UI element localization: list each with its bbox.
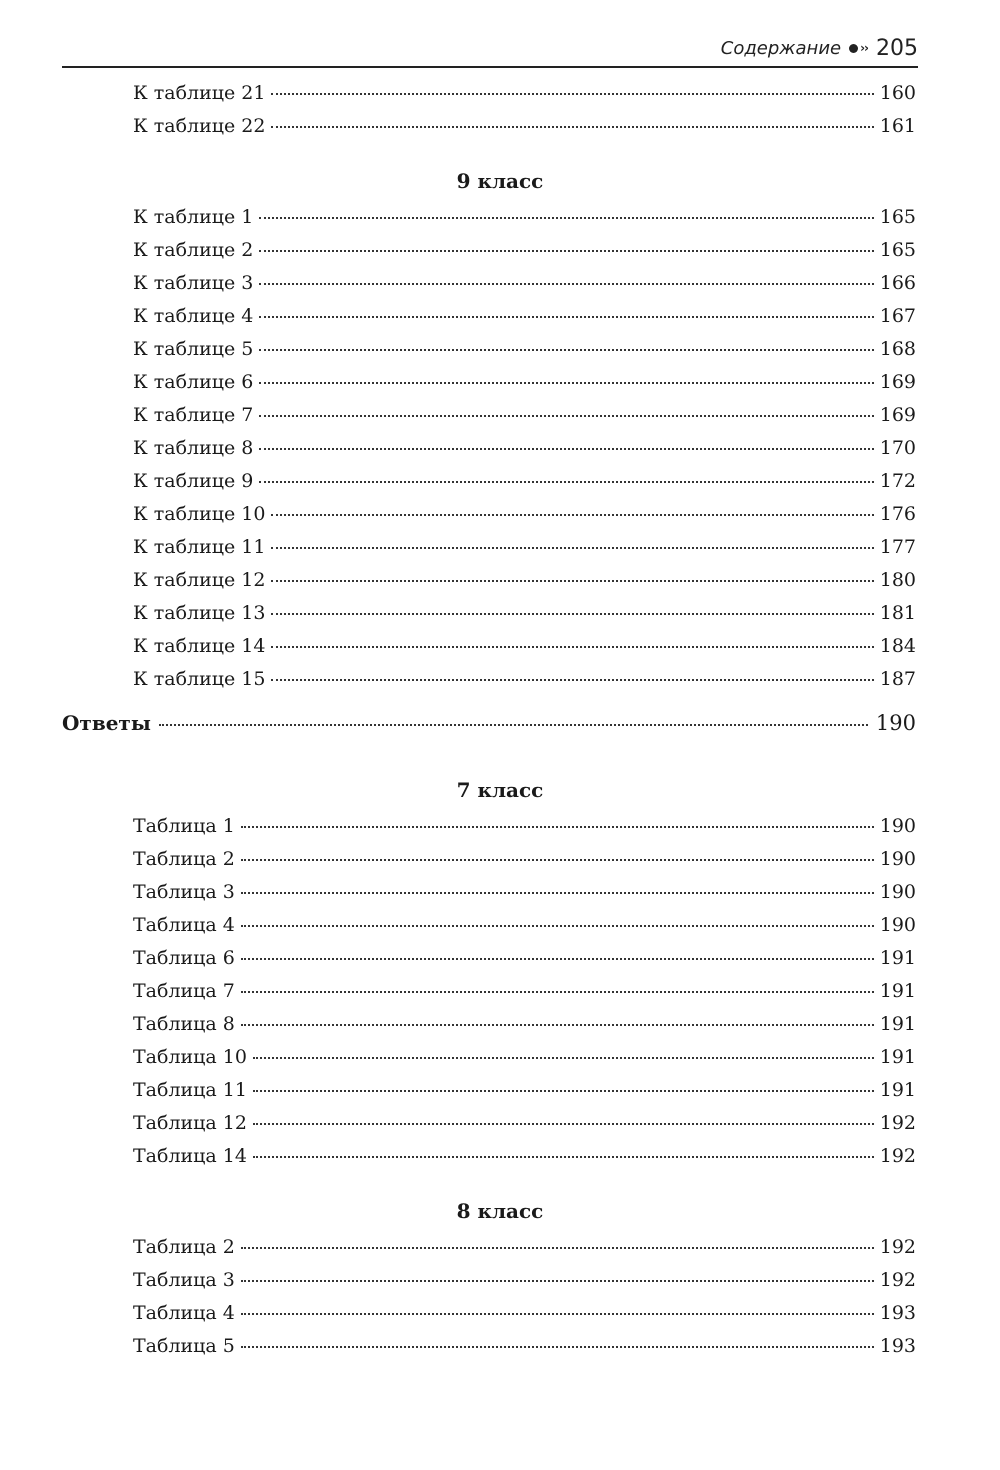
toc-entry-page: 165: [879, 206, 916, 228]
dot-leader: [259, 217, 873, 219]
toc-entry[interactable]: [0, 1302, 1000, 1335]
toc-entry[interactable]: [0, 569, 1000, 602]
dot-leader: [259, 382, 873, 384]
toc-entry-label: К таблице 4: [133, 305, 254, 327]
toc-entry[interactable]: [0, 371, 1000, 404]
toc-entry[interactable]: [0, 82, 1000, 115]
toc-entry-label: Таблица 10: [133, 1046, 247, 1068]
dot-leader: [271, 646, 873, 648]
toc-entry-page: 160: [879, 82, 916, 104]
toc-entry-label: Таблица 8: [133, 1013, 235, 1035]
toc-entry-page: 191: [879, 980, 916, 1002]
toc-entry[interactable]: [0, 914, 1000, 947]
header-title: Содержание: [720, 37, 842, 59]
toc-entry-page: 192: [879, 1112, 916, 1134]
running-header: [62, 30, 918, 68]
dot-leader: [259, 250, 873, 252]
dot-leader: [241, 859, 874, 861]
toc-entry[interactable]: [0, 980, 1000, 1013]
dot-leader: [241, 892, 874, 894]
toc-entry-page: 187: [879, 668, 916, 690]
toc-entry-page: 193: [879, 1335, 916, 1357]
toc-entry-page: 190: [879, 815, 916, 837]
dot-leader: [241, 1313, 874, 1315]
dot-leader: [241, 1024, 874, 1026]
toc-entry[interactable]: [0, 668, 1000, 701]
toc-entry-label: К таблице 7: [133, 404, 254, 426]
section-title-grade9: 9 класс: [456, 169, 544, 193]
toc-entry-page: 168: [879, 338, 916, 360]
toc-entry-label: К таблице 15: [133, 668, 266, 690]
toc-entry-label: К таблице 14: [133, 635, 266, 657]
section-title-grade8: 8 класс: [456, 1199, 544, 1223]
toc-entry-page: 181: [879, 602, 916, 624]
toc-entry[interactable]: [0, 470, 1000, 503]
toc-entry-page: 167: [879, 305, 916, 327]
toc-entry-page: 192: [879, 1145, 916, 1167]
toc-entry-label: К таблице 2: [133, 239, 254, 261]
toc-entry[interactable]: [0, 881, 1000, 914]
dot-leader: [241, 1280, 874, 1282]
dot-leader: [241, 958, 874, 960]
toc-entry-label: К таблице 10: [133, 503, 266, 525]
section-title-grade7: 7 класс: [456, 778, 544, 802]
toc-entry-label: Таблица 3: [133, 1269, 235, 1291]
toc-entry-label: К таблице 21: [133, 82, 266, 104]
toc-entry-page: 190: [879, 914, 916, 936]
grade7-entries: [0, 815, 1000, 1178]
toc-entry[interactable]: [0, 239, 1000, 272]
toc-entry[interactable]: [0, 115, 1000, 148]
toc-entry[interactable]: [0, 1145, 1000, 1178]
dot-leader: [271, 547, 873, 549]
toc-entry-page: 177: [879, 536, 916, 558]
toc-entry-label: К таблице 13: [133, 602, 266, 624]
dot-leader: [259, 349, 873, 351]
toc-entry-label: К таблице 12: [133, 569, 266, 591]
toc-entry-page: 169: [879, 371, 916, 393]
toc-entry-page: 192: [879, 1236, 916, 1258]
table-of-contents: [0, 82, 1000, 1368]
toc-entry-page: 192: [879, 1269, 916, 1291]
dot-leader: [241, 1247, 874, 1249]
header-page-number: 205: [876, 35, 918, 61]
toc-entry-label: К таблице 9: [133, 470, 254, 492]
toc-entry-label: К таблице 6: [133, 371, 254, 393]
dot-leader: [271, 679, 873, 681]
dot-leader: [241, 1346, 874, 1348]
toc-entry[interactable]: [0, 1046, 1000, 1079]
dot-leader: [271, 126, 873, 128]
dot-leader: [253, 1090, 874, 1092]
toc-entry[interactable]: [0, 1112, 1000, 1145]
dot-leader: [259, 481, 873, 483]
toc-entry[interactable]: [0, 848, 1000, 881]
dot-leader: [253, 1057, 874, 1059]
dot-leader: [259, 415, 873, 417]
toc-entry-label: Таблица 2: [133, 848, 235, 870]
toc-entry-label: К таблице 5: [133, 338, 254, 360]
toc-entry[interactable]: [0, 1269, 1000, 1302]
toc-entry-label: К таблице 11: [133, 536, 266, 558]
dot-leader: [159, 724, 868, 726]
toc-entry-label: К таблице 22: [133, 115, 266, 137]
toc-entry-page: 184: [879, 635, 916, 657]
toc-entry[interactable]: [0, 1335, 1000, 1368]
toc-entry[interactable]: [0, 1236, 1000, 1269]
toc-entry-label: Таблица 12: [133, 1112, 247, 1134]
toc-entry-page: 169: [879, 404, 916, 426]
grade8-entries: [0, 1236, 1000, 1368]
dot-leader: [271, 580, 873, 582]
toc-entry-page: 190: [879, 848, 916, 870]
toc-entry[interactable]: [0, 815, 1000, 848]
toc-entry-label: Таблица 5: [133, 1335, 235, 1357]
toc-entry-page: 161: [879, 115, 916, 137]
toc-entry-label: Таблица 11: [133, 1079, 247, 1101]
toc-entry-label: К таблице 8: [133, 437, 254, 459]
dot-leader: [271, 514, 873, 516]
toc-entry-page: 165: [879, 239, 916, 261]
toc-entry-answers[interactable]: [0, 711, 1000, 757]
dot-leader: [259, 316, 873, 318]
toc-entry[interactable]: [0, 404, 1000, 437]
toc-entry-page: 172: [879, 470, 916, 492]
toc-entry-page: 190: [879, 881, 916, 903]
toc-entry-page: 170: [879, 437, 916, 459]
dot-leader: [253, 1123, 874, 1125]
toc-entry-page: 193: [879, 1302, 916, 1324]
toc-entry[interactable]: [0, 635, 1000, 668]
toc-entry[interactable]: [0, 1013, 1000, 1046]
top-entries: [0, 82, 1000, 148]
dot-leader: [241, 925, 874, 927]
toc-entry-label: Ответы: [62, 711, 151, 735]
toc-entry-page: 166: [879, 272, 916, 294]
toc-entry[interactable]: [0, 947, 1000, 980]
toc-entry-page: 190: [875, 711, 916, 735]
dot-leader: [271, 613, 873, 615]
toc-entry-page: 191: [879, 947, 916, 969]
toc-entry-page: 176: [879, 503, 916, 525]
toc-entry-page: 191: [879, 1013, 916, 1035]
toc-entry-label: Таблица 1: [133, 815, 235, 837]
toc-entry-label: Таблица 7: [133, 980, 235, 1002]
toc-entry[interactable]: [0, 536, 1000, 569]
toc-entry-label: Таблица 6: [133, 947, 235, 969]
toc-entry[interactable]: [0, 437, 1000, 470]
toc-entry[interactable]: [0, 305, 1000, 338]
toc-entry-label: Таблица 14: [133, 1145, 247, 1167]
grade9-entries: [0, 206, 1000, 701]
header-bullet-icon: ››: [849, 41, 868, 55]
toc-entry-page: 191: [879, 1079, 916, 1101]
toc-entry-page: 191: [879, 1046, 916, 1068]
toc-entry[interactable]: [0, 503, 1000, 536]
toc-entry[interactable]: [0, 1079, 1000, 1112]
toc-entry-label: К таблице 1: [133, 206, 254, 228]
toc-entry[interactable]: [0, 272, 1000, 305]
dot-leader: [271, 93, 873, 95]
dot-leader: [259, 448, 873, 450]
toc-entry[interactable]: [0, 602, 1000, 635]
dot-leader: [259, 283, 873, 285]
toc-entry-label: Таблица 4: [133, 1302, 235, 1324]
toc-entry[interactable]: [0, 338, 1000, 371]
toc-entry-label: К таблице 3: [133, 272, 254, 294]
dot-leader: [241, 826, 874, 828]
toc-entry-label: Таблица 3: [133, 881, 235, 903]
toc-entry-label: Таблица 4: [133, 914, 235, 936]
dot-leader: [253, 1156, 874, 1158]
toc-entry-page: 180: [879, 569, 916, 591]
toc-entry[interactable]: [0, 206, 1000, 239]
toc-entry-label: Таблица 2: [133, 1236, 235, 1258]
dot-leader: [241, 991, 874, 993]
